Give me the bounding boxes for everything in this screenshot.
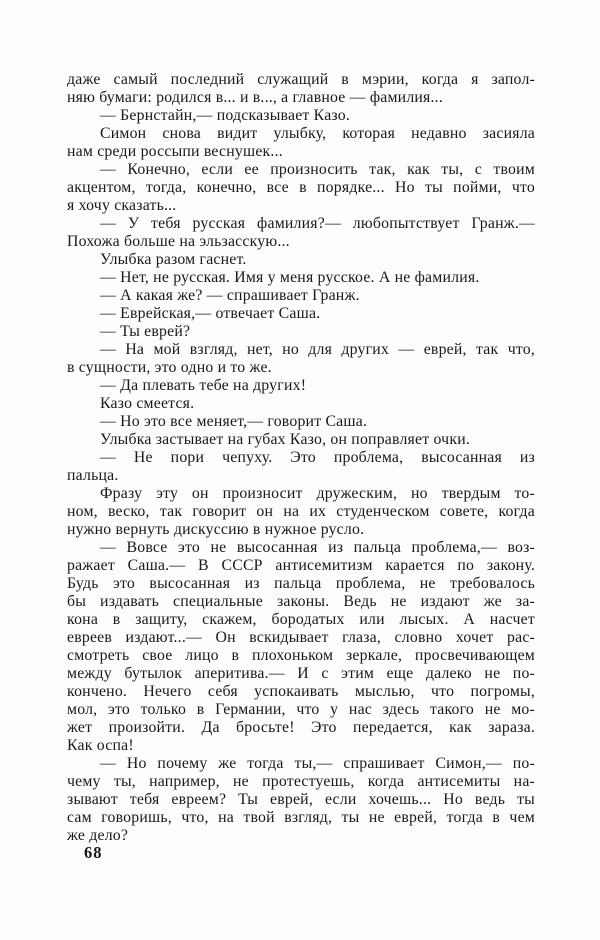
- text-line: Как оспа!: [67, 737, 134, 754]
- text-line: — Но почему же тогда ты,— спрашивает Симон,— по-: [100, 755, 535, 772]
- text-line: — Вовсе это не высосанная из пальца проблема,— воз-: [100, 539, 535, 556]
- text-line: — На мой взгляд, нет, но для других — еврей, так что,: [100, 341, 535, 358]
- text-line: я хочу сказать...: [67, 197, 177, 214]
- text-line: Улыбка разом гаснет.: [100, 251, 247, 268]
- text-line: — Но это все меняет,— говорит Саша.: [100, 413, 368, 430]
- text-line: — Нет, не русская. Имя у меня русское. А не фамилия.: [100, 269, 480, 286]
- text-line: Симон снова видит улыбку, которая недавно засияла: [100, 125, 535, 142]
- text-line: зывают тебя евреем? Ты еврей, если хочешь... Но ведь ты: [67, 791, 535, 808]
- text-line: — Да плевать тебе на других!: [100, 377, 307, 394]
- text-line: — Конечно, если ее произносить так, как ты, с твоим: [100, 161, 535, 178]
- text-line: же дело?: [67, 827, 129, 844]
- text-line: мол, это только в Германии, что у нас здесь такого не мо-: [67, 701, 535, 718]
- text-line: кона в защиту, скажем, бородатых или лысых. А насчет: [67, 611, 535, 628]
- text-line: Похожа больше на эльзасскую...: [67, 233, 290, 250]
- text-line: даже самый последний служащий в мэрии, когда я запол-: [67, 71, 535, 88]
- text-line: сам говоришь, что, на твой взгляд, ты не еврей, тогда в чем: [67, 809, 535, 826]
- text-line: — А какая же? — спрашивает Гранж.: [100, 287, 360, 304]
- text-line: в сущности, это одно и то же.: [67, 359, 272, 376]
- text-line: смотреть свое лицо в плохоньком зеркале, просвечивающем: [67, 647, 535, 664]
- text-line: Фразу эту он произносит дружеским, но твердым то-: [100, 485, 535, 502]
- page-text: [67, 71, 535, 845]
- text-line: акцентом, тогда, конечно, все в порядке... Но ты пойми, что: [67, 179, 535, 196]
- text-line: пальца.: [67, 467, 119, 484]
- text-line: чему ты, например, не протестуешь, когда антисемиты на-: [67, 773, 535, 790]
- text-line: Улыбка застывает на губах Казо, он поправляет очки.: [100, 431, 470, 448]
- text-line: жет произойти. Да бросьте! Это передается, как зараза.: [67, 719, 535, 736]
- text-line: кончено. Нечего себя успокаивать мыслью, что погромы,: [67, 683, 535, 700]
- text-line: Будь это высосанная из пальца проблема, не требовалось: [67, 575, 535, 592]
- text-line: — Ты еврей?: [100, 323, 191, 340]
- text-line: — Не пори чепуху. Это проблема, высосанная из: [100, 449, 535, 466]
- text-line: Казо смеется.: [100, 395, 195, 412]
- text-line: евреев издают...— Он вскидывает глаза, словно хочет рас-: [67, 629, 535, 646]
- text-line: ражает Саша.— В СССР антисемитизм карается по закону.: [67, 557, 535, 574]
- text-line: между бутылок аперитива.— И с этим еще далеко не по-: [67, 665, 535, 682]
- text-line: — Еврейская,— отвечает Саша.: [100, 305, 321, 322]
- text-line: бы издавать специальные законы. Ведь не издают же за-: [67, 593, 535, 610]
- text-line: ном, веско, так говорит он на их студенческом совете, когда: [67, 503, 535, 520]
- text-line: — Бернстайн,— подсказывает Казо.: [100, 107, 351, 124]
- text-line: няю бумаги: родился в... и в..., а главное — фамилия...: [67, 89, 443, 106]
- text-line: нам среди россыпи веснушек...: [67, 143, 283, 160]
- page-number: 68: [84, 843, 103, 862]
- text-line: нужно вернуть дискуссию в нужное русло.: [67, 521, 365, 538]
- text-line: — У тебя русская фамилия?— любопытствует Гранж.—: [100, 215, 535, 232]
